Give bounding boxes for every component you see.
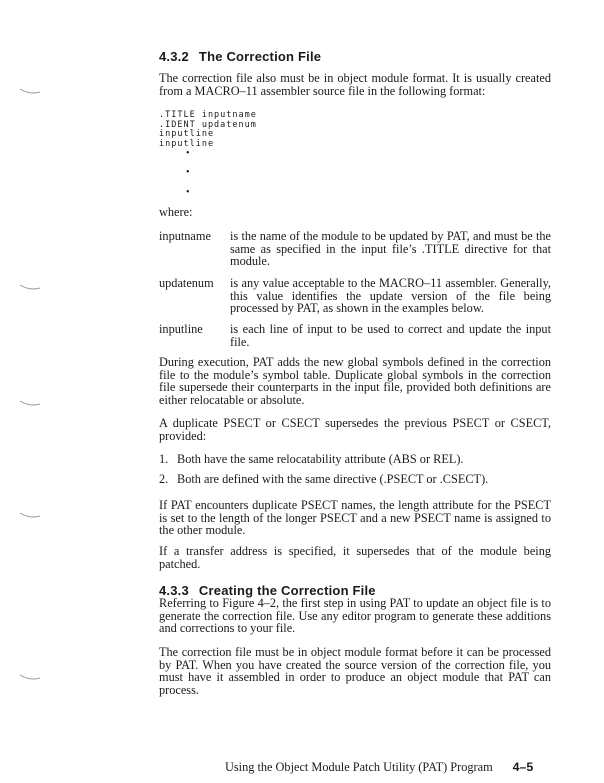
definition-desc: is any value acceptable to the MACRO–11 assembler. Generally, this value identifies the update version of the file being processed by PAT, as shown in the examples below. bbox=[230, 276, 551, 316]
binder-mark bbox=[18, 282, 42, 292]
continuation-dot: • bbox=[186, 167, 190, 178]
list-item: 1. Both have the same relocatability attribute (ABS or REL). bbox=[159, 452, 464, 466]
definition-term: inputline bbox=[159, 322, 203, 336]
transfer-paragraph: If a transfer address is specified, it supersedes that of the module being patched. bbox=[159, 544, 551, 571]
where-label: where: bbox=[159, 205, 193, 219]
binder-mark bbox=[18, 672, 42, 682]
definition-term: updatenum bbox=[159, 276, 214, 290]
footer-title: Using the Object Module Patch Utility (PAT) Program bbox=[225, 760, 493, 774]
code-line: .TITLE inputname bbox=[159, 110, 257, 120]
duplicate-paragraph: A duplicate PSECT or CSECT supersedes the previous PSECT or CSECT, provided: bbox=[159, 416, 551, 443]
code-line: .IDENT updatenum bbox=[159, 119, 257, 130]
continuation-dot: • bbox=[186, 187, 190, 198]
psect-paragraph: If PAT encounters duplicate PSECT names, the length attribute for the PSECT is set to the length of the longer PSECT and a new PSECT name is assigned to the other module. bbox=[159, 498, 551, 538]
list-item: 2. Both are defined with the same directive (.PSECT or .CSECT). bbox=[159, 472, 489, 486]
continuation-dot: • bbox=[186, 148, 190, 159]
page-footer bbox=[225, 761, 533, 774]
page-number: 4–5 bbox=[512, 760, 534, 774]
binder-mark bbox=[18, 86, 42, 96]
object-format-paragraph: The correction file must be in object module format before it can be processed by PAT. When you have created the source version of the correction file, you must have it assembled in order to produce an object module that PAT can process. bbox=[159, 645, 551, 697]
definition-desc: is the name of the module to be updated by PAT, and must be the same as specified in the input file’s .TITLE directive for that module. bbox=[230, 229, 551, 269]
intro-paragraph: The correction file also must be in object module format. It is usually created from a MACRO–11 assembler source file in the following format: bbox=[159, 71, 551, 98]
definition-desc: is each line of input to be used to correct and update the input file. bbox=[230, 322, 551, 349]
code-line: inputline bbox=[159, 129, 215, 140]
section-heading-4-3-2: 4.3.2 The Correction File bbox=[159, 49, 322, 64]
referring-paragraph: Referring to Figure 4–2, the first step in using PAT to update an object file is to generate the correction file. Use any editor program to generate these additions and corrections to your file. bbox=[159, 596, 551, 636]
code-block bbox=[159, 111, 551, 149]
section-heading-4-3-3: 4.3.3 Creating the Correction File bbox=[159, 583, 376, 598]
binder-mark bbox=[18, 510, 42, 520]
definition-term: inputname bbox=[159, 229, 211, 243]
execution-paragraph: During execution, PAT adds the new global symbols defined in the correction file to the module’s symbol table. Duplicate global symbols in the correction file supersede their counterparts in the input file, provided both definitions are either relocatable or absolute. bbox=[159, 355, 551, 407]
code-line: inputline bbox=[159, 138, 215, 149]
binder-mark bbox=[18, 398, 42, 408]
